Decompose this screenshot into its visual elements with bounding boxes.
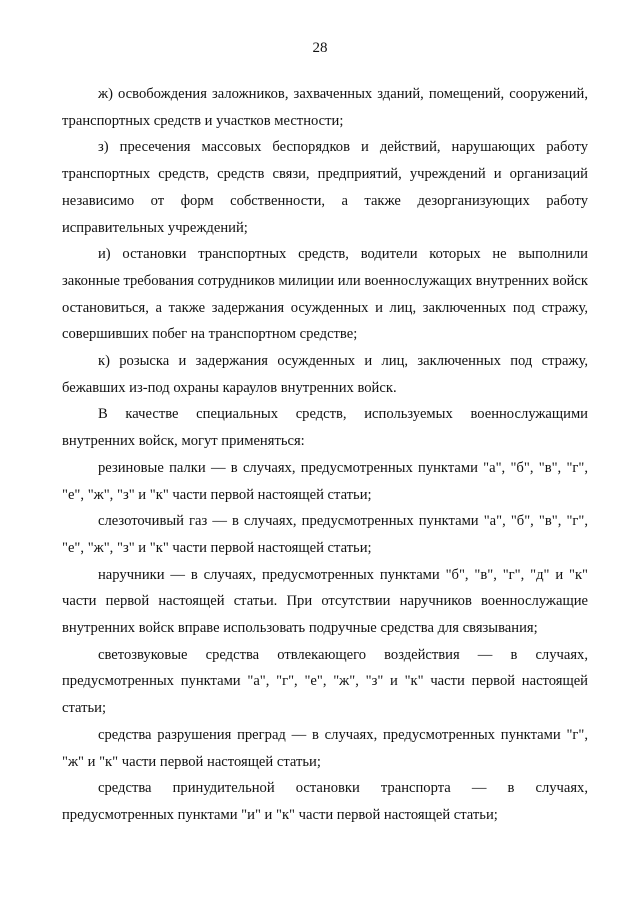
paragraph-barrier-breaching: средства разрушения преград — в случаях, предусмотренных пунктами "г", "ж" и "к" части первой настоящей статьи; bbox=[62, 726, 588, 770]
paragraph-special-means-intro: В качестве специальных средств, используемых военнослужащими внутренних войск, могут применяться: bbox=[62, 406, 588, 450]
paragraph-k-search: к) розыска и задержания осужденных и лиц, заключенных под стражу, бежавших из-под охраны караулов внутренних войск. bbox=[62, 353, 588, 396]
document-body bbox=[62, 81, 588, 829]
paragraph-z-riots: з) пресечения массовых беспорядков и действий, нарушающих работу транспортных средств, средств связи, предприятий, учреждений и организаций независимо от форм собственности, а также дезорганизующих работу исправительных учреждений; bbox=[62, 139, 588, 236]
page-number: 28 bbox=[312, 40, 328, 56]
paragraph-tear-gas: слезоточивый газ — в случаях, предусмотренных пунктами "а", "б", "в", "г", "е", "ж", "з" и "к" части первой настоящей статьи; bbox=[62, 513, 588, 556]
paragraph-vehicle-stopping: средства принудительной остановки транспорта — в случаях, предусмотренных пунктами "и" и "к" части первой настоящей статьи; bbox=[62, 780, 588, 823]
paragraph-flash-sound: светозвуковые средства отвлекающего воздействия — в случаях, предусмотренных пунктами "а", "г", "е", "ж", "з" и "к" части первой настоящей статьи; bbox=[62, 646, 588, 717]
paragraph-i-vehicles: и) остановки транспортных средств, водители которых не выполнили законные требования сотрудников милиции или военнослужащих внутренних войск остановиться, а также задержания осужденных и лиц, заключенных под стражу, совершивших побег на транспортном средстве; bbox=[62, 246, 588, 343]
paragraph-zh-hostages: ж) освобождения заложников, захваченных зданий, помещений, сооружений, транспортных средств и участков местности; bbox=[62, 86, 588, 129]
paragraph-handcuffs: наручники — в случаях, предусмотренных пунктами "б", "в", "г", "д" и "к" части первой настоящей статьи. При отсутствии наручников военнослужащие внутренних войск вправе использовать подручные средства для связывания; bbox=[62, 566, 588, 637]
paragraph-rubber-batons: резиновые палки — в случаях, предусмотренных пунктами "а", "б", "в", "г", "е", "ж", "з" и "к" части первой настоящей статьи; bbox=[62, 459, 588, 503]
